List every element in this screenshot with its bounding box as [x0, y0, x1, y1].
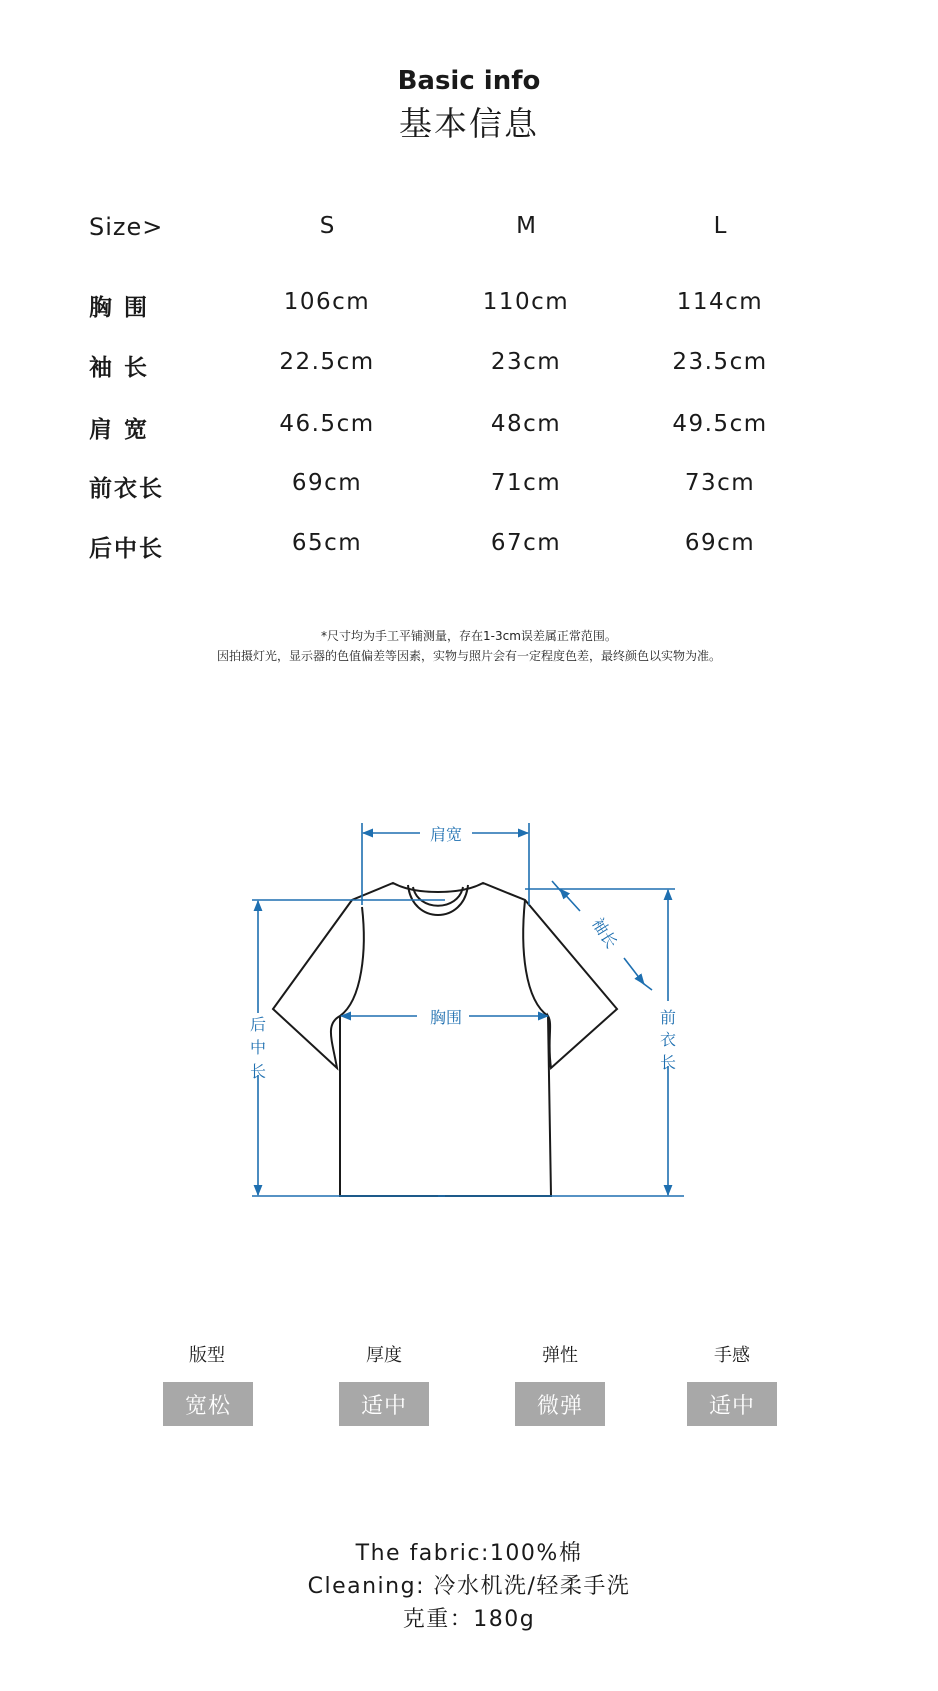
tshirt-icon	[273, 883, 617, 1196]
size-column-s: S	[319, 213, 335, 239]
diagram-label-back-3: 长	[249, 1062, 267, 1081]
attr-value-elasticity: 微弹	[515, 1382, 605, 1426]
diagram-label-front-1: 前	[659, 1008, 677, 1027]
table-cell: 69cm	[291, 470, 363, 496]
size-header-label: Size>	[89, 213, 164, 241]
row-label-front-length: 前衣长	[89, 476, 164, 502]
title-chinese: 基本信息	[399, 104, 539, 143]
table-cell: 23.5cm	[672, 349, 768, 375]
attr-label-fit: 版型	[189, 1345, 225, 1366]
diagram-label-front-2: 衣	[659, 1030, 677, 1049]
table-cell: 114cm	[676, 289, 764, 315]
diagram-label-sleeve: 袖长	[588, 914, 622, 952]
table-cell: 110cm	[482, 289, 570, 315]
table-cell: 67cm	[490, 530, 562, 556]
row-label-sleeve: 袖 长	[89, 355, 150, 381]
table-cell: 65cm	[291, 530, 363, 556]
measurement-note: *尺寸均为手工平铺测量，存在1-3cm误差属正常范围。	[321, 629, 617, 643]
attr-label-thickness: 厚度	[366, 1345, 402, 1366]
table-cell: 22.5cm	[279, 349, 375, 375]
attr-label-feel: 手感	[714, 1345, 750, 1366]
attr-value-feel: 适中	[687, 1382, 777, 1426]
cleaning-info: Cleaning: 冷水机洗/轻柔手洗	[307, 1574, 631, 1599]
color-note: 因拍摄灯光，显示器的色值偏差等因素，实物与照片会有一定程度色差，最终颜色以实物为准。	[216, 649, 721, 663]
title-english: Basic info	[397, 66, 541, 96]
attr-value-thickness: 适中	[339, 1382, 429, 1426]
table-cell: 69cm	[684, 530, 756, 556]
attr-label-elasticity: 弹性	[542, 1345, 578, 1366]
diagram-label-front-3: 长	[659, 1053, 677, 1072]
attr-value-fit: 宽松	[163, 1382, 253, 1426]
diagram-label-back-1: 后	[249, 1015, 267, 1034]
weight-info: 克重：180g	[402, 1607, 536, 1632]
row-label-chest: 胸 围	[89, 295, 150, 321]
row-label-back-length: 后中长	[89, 536, 164, 562]
table-cell: 106cm	[283, 289, 371, 315]
size-column-m: M	[516, 213, 536, 239]
table-cell: 49.5cm	[672, 411, 768, 437]
table-cell: 46.5cm	[279, 411, 375, 437]
fabric-info: The fabric:100%棉	[355, 1541, 583, 1566]
table-cell: 71cm	[490, 470, 562, 496]
table-cell: 48cm	[490, 411, 562, 437]
diagram-label-back-2: 中	[249, 1038, 267, 1057]
table-cell: 23cm	[490, 349, 562, 375]
row-label-shoulder: 肩 宽	[89, 417, 150, 443]
diagram-label-chest: 胸围	[429, 1008, 463, 1027]
table-cell: 73cm	[684, 470, 756, 496]
size-column-l: L	[713, 213, 727, 239]
diagram-label-shoulder: 肩宽	[429, 825, 463, 844]
